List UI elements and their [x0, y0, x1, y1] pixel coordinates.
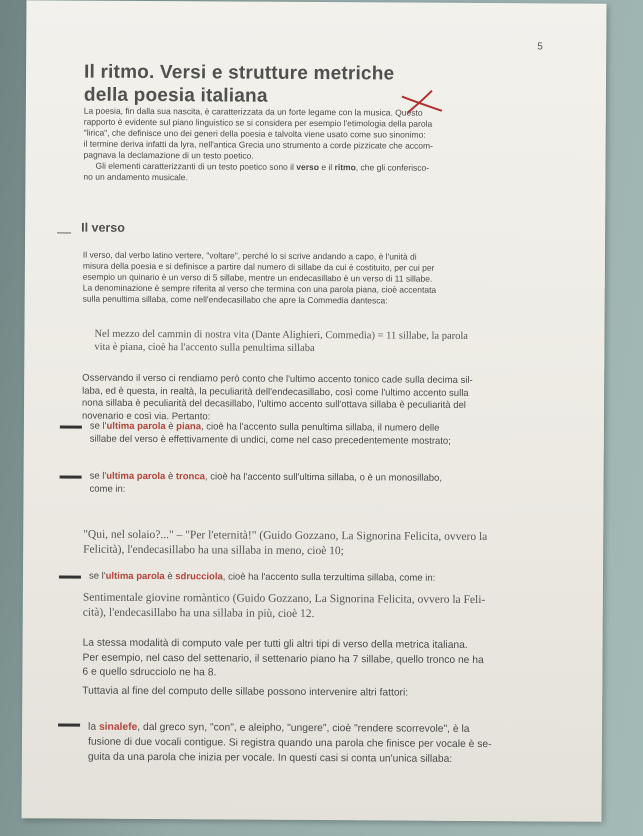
paragraph-line: Per esempio, nel caso del settenario, il settenario piano ha 7 sillabe, quello tronco ne ha: [82, 652, 484, 666]
bullet-dash: [60, 425, 82, 428]
citation-line: Felicità), l'endecasillabo ha una sillaba in meno, cioè 10;: [83, 543, 344, 558]
text-run: , che gli conferisco-: [355, 162, 430, 173]
page-title: [84, 61, 395, 109]
text-run: , cioè ha l'accento sulla terzultima sillaba, come in:: [222, 571, 436, 584]
text-run: e il: [318, 162, 335, 173]
stessa-paragraph: [82, 637, 552, 683]
text-run: se l': [88, 570, 106, 582]
text-run: è: [165, 421, 177, 433]
verso-line: sulla penultima sillaba, come nell'endecasillabo che apre la Commedia dantesca:: [82, 293, 388, 306]
paragraph-line: 6 e quello sdrucciolo ne ha 8.: [82, 666, 217, 679]
intro-line: il termine deriva infatti da lyra, nell'antica Grecia uno strumento a corde pizzicate che accom-: [83, 138, 433, 151]
text-run: la: [88, 721, 99, 733]
section-heading: Il verso: [81, 220, 125, 235]
text-run: , cioè ha l'accento sull'ultima sillaba, o è un monosillabo,: [204, 471, 443, 484]
intro-line: "lirica", che definisce uno dei generi della poesia e talvolta viene usato come suo sinonimo:: [83, 127, 426, 140]
bullet-line: come in:: [89, 483, 126, 495]
bullet-line: fusione di due vocali contigue. Si registra quando una parola che finisce per vocale è se-: [87, 736, 492, 751]
bullet-dash: [59, 575, 81, 578]
bold-term-verso: verso: [296, 161, 320, 173]
verso-line: Il verso, dal verbo latino vertere, "voltare", perché lo si scrive andando a capo, è l'unità di: [82, 249, 417, 262]
verso-paragraph: [83, 250, 543, 308]
page-number: 5: [537, 41, 543, 53]
bold-term: piana: [176, 421, 202, 433]
text-run: è: [165, 471, 176, 483]
bold-term: ultima parola: [105, 570, 165, 583]
text-run: se l': [89, 420, 107, 432]
text-run: è: [164, 571, 176, 583]
intro-paragraph: [83, 106, 543, 186]
citation-dante: [94, 328, 544, 357]
verso-line: esempio un quinario è un verso di 5 sillabe, mentre un endecasillabo è un verso di 11 sillabe.: [82, 271, 433, 284]
paragraph-line: novenario e così via. Pertanto:: [81, 410, 211, 422]
citation-line: vita è piana, cioè ha l'accento sulla penultima sillaba: [94, 341, 315, 355]
bullet-sdrucciola: [89, 571, 549, 586]
verso-line: La denominazione è sempre riferita al verso che termina con una parola piana, cioè accentata: [82, 282, 437, 295]
intro-line: pagnava la declamazione di un testo poetico.: [83, 149, 254, 161]
paragraph-line: La stessa modalità di computo vale per tutti gli altri tipi di verso della metrica italiana.: [82, 637, 468, 651]
citation-line: "Qui, nel solaio?..." – "Per l'eternità!" (Guido Gozzano, La Signorina Felicita, ovvero la: [83, 528, 488, 544]
bullet-sinalefe: [88, 720, 568, 768]
text-run: se l': [89, 470, 107, 482]
intro-line: La poesia, fin dalla sua nascita, è caratterizzata da un forte legame con la musica. Questo: [83, 105, 423, 118]
bullet-line: sillabe del verso è effettivamente di undici, come nel caso precedentemente mostrato;: [89, 433, 451, 447]
paragraph-line: nona sillaba è peculiarità del decasillabo, l'ultimo accento sull'ottava sillaba è peculiarità del: [82, 397, 466, 411]
bold-term: sdrucciola: [175, 571, 223, 583]
verso-line: misura della poesia e si definisce a partire dal numero di sillabe da cui è costituito, per cui per: [82, 260, 435, 273]
osservando-paragraph: [82, 373, 542, 426]
bold-term: tronca: [175, 471, 205, 483]
intro-line: no un andamento musicale.: [83, 171, 188, 183]
bold-term: sinalefe: [98, 721, 138, 733]
paragraph-line: laba, ed è questa, in realtà, la peculiarità dell'endecasillabo, così come l'ultimo accento sulla: [82, 385, 469, 399]
bullet-tronca: [89, 471, 549, 499]
text-run: Gli elementi caratterizzanti di un testo poetico sono il: [95, 160, 297, 172]
citation-line: Nel mezzo del cammin di nostra vita (Dante Alighieri, Commedia) = 11 sillabe, la parola: [94, 328, 469, 342]
bullet-dash: [60, 475, 82, 478]
citation-gozzano-2: [83, 591, 553, 624]
bullet-piana: [90, 421, 550, 449]
intro-line: rapporto è evidente sul piano linguistico se si considera per esempio l'etimologia della parola: [83, 116, 433, 129]
title-line-2: della poesia italiana: [83, 84, 268, 107]
section-rule: [57, 232, 71, 233]
text-run: , cioè ha l'accento sulla penultima sillaba, il numero delle: [200, 421, 440, 434]
title-line-1: Il ritmo. Versi e strutture metriche: [84, 61, 395, 85]
bullet-line: guita da una parola che inizia per vocale. In questi casi si conta un'unica sillaba:: [87, 751, 453, 765]
bullet-dash: [58, 723, 80, 726]
citation-line: cità), l'endecasillabo ha una sillaba in più, cioè 12.: [82, 606, 315, 621]
citation-gozzano-1: [83, 528, 553, 561]
bold-term: ultima parola: [106, 420, 166, 433]
bold-term: ultima parola: [106, 470, 166, 483]
tuttavia-paragraph: Tuttavia al fine del computo delle sillabe possono intervenire altri fattori:: [82, 685, 409, 699]
book-page: [22, 0, 607, 822]
paragraph-line: Osservando il verso ci rendiamo però conto che l'ultimo accento tonico cade sulla decima sil-: [82, 372, 473, 386]
citation-line: Sentimentale giovine romàntico (Guido Gozzano, La Signorina Felicita, ovvero la Feli-: [82, 591, 486, 607]
text-run: , dal greco syn, "con", e aleipho, "ungere", cioè "rendere scorrevole", è la: [137, 721, 470, 735]
bold-term-ritmo: ritmo: [334, 162, 356, 173]
